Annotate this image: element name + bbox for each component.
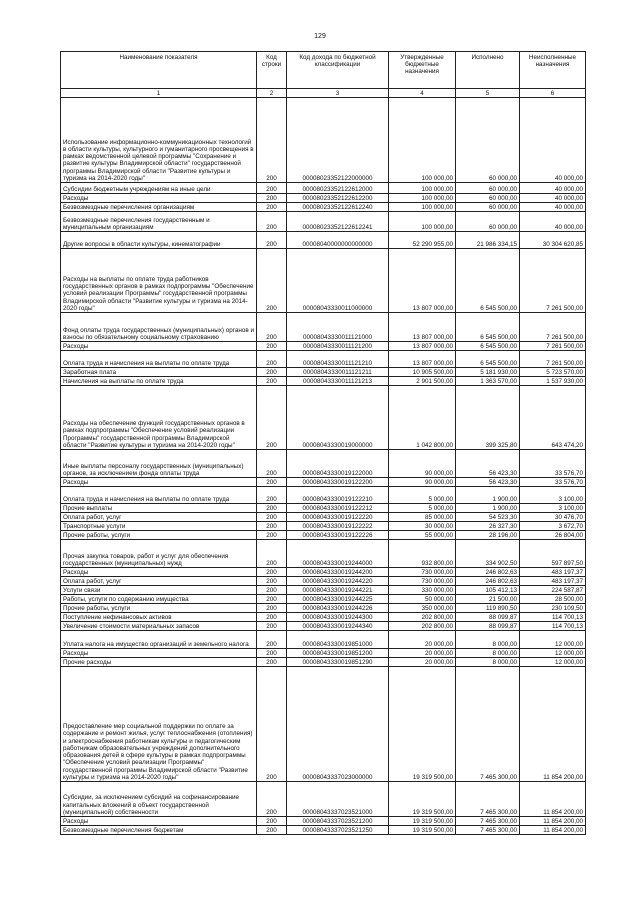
row-line-code: 200 [257,622,287,631]
row-approved: 350 000,00 [389,604,456,613]
row-line-code: 200 [257,540,287,568]
row-name: Использование информационно-коммуникационных технологий в области культуры, культурного и гуманитарного просвещения в рамках ведомственной целевой программы "Сохранение и развитие культуры Владимирской области" государственной программы Владимирской области "Развитие культуры и туризма на 2014-2020 годы" [61,98,257,183]
row-unexecuted: 28 500,00 [520,595,586,604]
row-unexecuted: 33 576,70 [520,478,586,487]
row-executed: 56 423,30 [456,478,520,487]
row-name: Оплата работ, услуг [61,513,257,522]
table-row [61,622,586,631]
row-unexecuted: 12 000,00 [520,631,586,649]
row-executed: 7 465 300,00 [456,667,520,782]
row-line-code: 200 [257,183,287,194]
row-approved: 13 807 000,00 [389,249,456,313]
row-budget-code: 00008043330019244226 [287,604,389,613]
row-approved: 730 000,00 [389,577,456,586]
row-name: Безвозмездные перечисления организациям [61,203,257,212]
row-line-code: 200 [257,487,287,504]
row-line-code: 200 [257,568,287,577]
row-executed: 399 325,80 [456,386,520,450]
row-unexecuted: 30 304 620,85 [520,232,586,249]
row-line-code: 200 [257,368,287,377]
table-row [61,487,586,504]
row-unexecuted: 26 804,00 [520,531,586,540]
row-budget-code: 00008043330019244225 [287,595,389,604]
row-name: Расходы [61,817,257,826]
row-unexecuted: 40 000,00 [520,183,586,194]
row-line-code: 200 [257,386,287,450]
row-name: Безвозмездные перечисления бюджетам [61,826,257,835]
row-approved: 5 000,00 [389,504,456,513]
table-row [61,377,586,386]
row-approved: 100 000,00 [389,203,456,212]
row-line-code: 200 [257,531,287,540]
row-line-code: 200 [257,450,287,478]
row-budget-code: 00008043330011121211 [287,368,389,377]
row-line-code: 200 [257,631,287,649]
table-row [61,595,586,604]
row-name: Иные выплаты персоналу государственных (муниципальных) органов, за исключением фонда оплаты труда [61,450,257,478]
table-row [61,313,586,342]
table-row [61,212,586,232]
row-budget-code: 00008043330019122210 [287,487,389,504]
row-approved: 19 319 500,00 [389,782,456,817]
row-budget-code: 00008043330019122222 [287,522,389,531]
row-line-code: 200 [257,249,287,313]
row-line-code: 200 [257,194,287,203]
row-budget-code: 00008043337023521200 [287,817,389,826]
row-budget-code: 00008043330019000000 [287,386,389,450]
row-budget-code: 00008043330019122226 [287,531,389,540]
row-unexecuted: 40 000,00 [520,194,586,203]
header-approved: Утвержденные бюджетные назначения [389,52,456,89]
table-row [61,826,586,835]
row-approved: 30 000,00 [389,522,456,531]
table-body [61,98,586,835]
row-unexecuted: 11 854 200,00 [520,817,586,826]
row-approved: 330 000,00 [389,586,456,595]
table-row [61,531,586,540]
row-budget-code: 00008043330011121000 [287,313,389,342]
row-name: Начисления на выплаты по оплате труда [61,377,257,386]
row-executed: 60 000,00 [456,194,520,203]
row-approved: 100 000,00 [389,194,456,203]
row-budget-code: 00008043330019244000 [287,540,389,568]
column-number: 3 [287,89,389,98]
table-row [61,631,586,649]
row-unexecuted: 11 854 200,00 [520,826,586,835]
row-name: Оплата труда и начисления на выплаты по оплате труда [61,351,257,368]
row-name: Расходы [61,342,257,351]
row-line-code: 200 [257,504,287,513]
table-row [61,203,586,212]
row-budget-code: 00008043330019244220 [287,577,389,586]
row-budget-code: 00008023352122612200 [287,194,389,203]
row-line-code: 200 [257,513,287,522]
row-name: Уплата налога на имущество организаций и земельного налога [61,631,257,649]
row-executed: 5 181 930,00 [456,368,520,377]
row-budget-code: 00008043330019244340 [287,622,389,631]
row-budget-code: 00008023352122612240 [287,203,389,212]
row-approved: 1 042 800,00 [389,386,456,450]
row-budget-code: 00008043330011121210 [287,351,389,368]
row-unexecuted: 483 197,37 [520,577,586,586]
row-approved: 5 000,00 [389,487,456,504]
row-approved: 100 000,00 [389,183,456,194]
table-row [61,504,586,513]
row-budget-code: 00008040000000000000 [287,232,389,249]
row-name: Заработная плата [61,368,257,377]
row-unexecuted: 114 700,13 [520,622,586,631]
row-approved: 20 000,00 [389,631,456,649]
row-executed: 60 000,00 [456,98,520,183]
row-executed: 21 986 334,15 [456,232,520,249]
row-line-code: 200 [257,667,287,782]
row-unexecuted: 40 000,00 [520,98,586,183]
row-executed: 6 545 500,00 [456,249,520,313]
header-budget-code: Код дохода по бюджетной классификации [287,52,389,89]
row-name: Прочая закупка товаров, работ и услуг для обеспечения государственных (муниципальных) нужд [61,540,257,568]
row-line-code: 200 [257,826,287,835]
row-unexecuted: 224 587,87 [520,586,586,595]
row-name: Оплата труда и начисления на выплаты по оплате труда [61,487,257,504]
row-unexecuted: 1 537 930,00 [520,377,586,386]
table-row [61,194,586,203]
column-number: 4 [389,89,456,98]
row-budget-code: 00008023352122612000 [287,183,389,194]
table-row [61,613,586,622]
row-line-code: 200 [257,577,287,586]
row-unexecuted: 597 897,50 [520,540,586,568]
row-budget-code: 00008043330011121213 [287,377,389,386]
row-unexecuted: 7 261 500,00 [520,351,586,368]
table-row [61,649,586,658]
row-unexecuted: 483 197,37 [520,568,586,577]
row-unexecuted: 12 000,00 [520,649,586,658]
table-row [61,658,586,667]
row-unexecuted: 11 854 200,00 [520,782,586,817]
row-approved: 932 800,00 [389,540,456,568]
row-unexecuted: 3 672,70 [520,522,586,531]
row-line-code: 200 [257,377,287,386]
row-unexecuted: 114 700,13 [520,613,586,622]
row-budget-code: 00008043330019122212 [287,504,389,513]
row-name: Расходы [61,194,257,203]
row-unexecuted: 5 723 570,00 [520,368,586,377]
table-row [61,577,586,586]
row-executed: 334 902,50 [456,540,520,568]
row-budget-code: 00008043330019122200 [287,478,389,487]
row-line-code: 200 [257,658,287,667]
table-row [61,450,586,478]
row-approved: 55 000,00 [389,531,456,540]
row-name: Прочие работы, услуги [61,531,257,540]
row-approved: 90 000,00 [389,478,456,487]
row-unexecuted: 3 100,00 [520,504,586,513]
row-executed: 7 465 300,00 [456,826,520,835]
table-row [61,782,586,817]
row-approved: 90 000,00 [389,450,456,478]
row-unexecuted: 33 576,70 [520,450,586,478]
row-line-code: 200 [257,595,287,604]
row-unexecuted: 7 261 500,00 [520,313,586,342]
row-approved: 202 800,00 [389,622,456,631]
row-name: Прочие выплаты [61,504,257,513]
row-budget-code: 00008043337023000000 [287,667,389,782]
row-executed: 1 900,00 [456,504,520,513]
row-name: Расходы [61,568,257,577]
row-executed: 1 900,00 [456,487,520,504]
row-name: Расходы [61,649,257,658]
row-executed: 26 327,30 [456,522,520,531]
row-name: Увеличение стоимости материальных запасов [61,622,257,631]
budget-execution-table [60,51,586,835]
row-executed: 6 545 500,00 [456,351,520,368]
row-unexecuted: 643 474,20 [520,386,586,450]
row-unexecuted: 11 854 200,00 [520,667,586,782]
row-approved: 52 290 955,00 [389,232,456,249]
row-name: Расходы на выплаты по оплате труда работников государственных органов в рамках подпрограммы "Обеспечение условий реализации Программы" государственной программы Владимирской области "Развитие культуры и туризма на 2014-2020 годы" [61,249,257,313]
column-number-row [61,89,586,98]
table-row [61,817,586,826]
row-name: Оплата работ, услуг [61,577,257,586]
row-line-code: 200 [257,203,287,212]
row-name: Субсидии, за исключением субсидий на софинансирование капитальных вложений в объект государственной (муниципальной) собственности [61,782,257,817]
table-row [61,667,586,782]
row-executed: 119 890,50 [456,604,520,613]
row-name: Прочие работы, услуги [61,604,257,613]
row-executed: 60 000,00 [456,183,520,194]
row-line-code: 200 [257,478,287,487]
row-budget-code: 00008043330019244221 [287,586,389,595]
row-unexecuted: 12 000,00 [520,658,586,667]
row-name: Услуги связи [61,586,257,595]
row-unexecuted: 30 476,70 [520,513,586,522]
column-number: 5 [456,89,520,98]
row-approved: 10 905 500,00 [389,368,456,377]
table-row [61,342,586,351]
row-line-code: 200 [257,782,287,817]
row-name: Расходы на обеспечение функций государственных органов в рамках подпрограммы "Обеспечение условий реализации Программы" государственной программы Владимирской области "Развитие культуры и туризма на 2014-2020 годы" [61,386,257,450]
table-row [61,98,586,183]
row-approved: 730 000,00 [389,568,456,577]
row-unexecuted: 3 100,00 [520,487,586,504]
row-executed: 56 423,30 [456,450,520,478]
row-executed: 8 000,00 [456,631,520,649]
row-budget-code: 00008043337023521000 [287,782,389,817]
row-approved: 2 901 500,00 [389,377,456,386]
row-budget-code: 00008043330011121200 [287,342,389,351]
page-number: 129 [314,33,326,40]
header-name: Наименование показателя [61,52,257,89]
row-line-code: 200 [257,232,287,249]
row-name: Транспортные услуги [61,522,257,531]
table-row [61,586,586,595]
row-name: Поступление нефинансовых активов [61,613,257,622]
row-unexecuted: 40 000,00 [520,203,586,212]
row-approved: 20 000,00 [389,649,456,658]
row-name: Прочие расходы [61,658,257,667]
row-executed: 6 545 500,00 [456,342,520,351]
row-approved: 19 319 500,00 [389,826,456,835]
row-budget-code: 00008043330019122220 [287,513,389,522]
row-approved: 100 000,00 [389,98,456,183]
row-line-code: 200 [257,613,287,622]
table-row [61,568,586,577]
row-executed: 88 099,87 [456,622,520,631]
row-executed: 246 802,63 [456,577,520,586]
row-name: Субсидии бюджетным учреждениям на иные цели [61,183,257,194]
table-row [61,232,586,249]
row-line-code: 200 [257,351,287,368]
row-executed: 246 802,63 [456,568,520,577]
row-name: Расходы [61,478,257,487]
table-row [61,513,586,522]
row-approved: 13 807 000,00 [389,313,456,342]
row-approved: 13 807 000,00 [389,342,456,351]
row-budget-code: 00008043330019851000 [287,631,389,649]
table-row [61,183,586,194]
table-row [61,249,586,313]
row-budget-code: 00008043330019851290 [287,658,389,667]
header-row [61,52,586,89]
row-executed: 88 099,87 [456,613,520,622]
row-line-code: 200 [257,586,287,595]
row-budget-code: 00008043330019851200 [287,649,389,658]
row-name: Другие вопросы в области культуры, кинематографии [61,232,257,249]
row-executed: 7 465 300,00 [456,817,520,826]
row-approved: 19 319 500,00 [389,817,456,826]
table-row [61,368,586,377]
row-budget-code: 00008043330019244200 [287,568,389,577]
row-approved: 50 000,00 [389,595,456,604]
row-executed: 28 196,00 [456,531,520,540]
row-line-code: 200 [257,604,287,613]
row-line-code: 200 [257,212,287,232]
column-number: 1 [61,89,257,98]
row-approved: 85 000,00 [389,513,456,522]
row-approved: 100 000,00 [389,212,456,232]
table-row [61,478,586,487]
column-number: 6 [520,89,586,98]
row-budget-code: 00008023352122000000 [287,98,389,183]
row-budget-code: 00008023352122612241 [287,212,389,232]
row-budget-code: 00008043337023521250 [287,826,389,835]
row-line-code: 200 [257,522,287,531]
row-approved: 13 807 000,00 [389,351,456,368]
row-line-code: 200 [257,817,287,826]
row-executed: 54 523,30 [456,513,520,522]
header-executed: Исполнено [456,52,520,89]
row-approved: 202 800,00 [389,613,456,622]
row-executed: 6 545 500,00 [456,313,520,342]
row-name: Работы, услуги по содержанию имущества [61,595,257,604]
row-approved: 20 000,00 [389,658,456,667]
row-budget-code: 00008043330011000000 [287,249,389,313]
table-row [61,540,586,568]
header-line-code: Код строки [257,52,287,89]
row-executed: 60 000,00 [456,212,520,232]
table-row [61,351,586,368]
row-unexecuted: 7 261 500,00 [520,342,586,351]
row-unexecuted: 7 261 500,00 [520,249,586,313]
row-executed: 21 500,00 [456,595,520,604]
row-executed: 8 000,00 [456,658,520,667]
table-row [61,604,586,613]
row-line-code: 200 [257,342,287,351]
row-name: Фонд оплаты труда государственных (муниципальных) органов и взносы по обязательному социальному страхованию [61,313,257,342]
row-line-code: 200 [257,649,287,658]
row-name: Предоставление мер социальной поддержки по оплате за содержание и ремонт жилья, услуг теплоснабжения (отопления) и электроснабжения работникам культуры и педагогическим работникам образовательных учреждений дополнительного образования детей в сфере культуры в рамках подпрограммы "Обеспечение условий реализации Программы" государственной программы Владимирской области "Развитие культуры и туризма на 2014-2020 годы" [61,667,257,782]
row-unexecuted: 40 000,00 [520,212,586,232]
row-executed: 60 000,00 [456,203,520,212]
row-executed: 8 000,00 [456,649,520,658]
row-unexecuted: 230 109,50 [520,604,586,613]
row-executed: 7 465 300,00 [456,782,520,817]
row-executed: 105 412,13 [456,586,520,595]
row-executed: 1 363 570,00 [456,377,520,386]
row-name: Безвозмездные перечисления государственным и муниципальным организациям [61,212,257,232]
row-budget-code: 00008043330019244300 [287,613,389,622]
row-approved: 19 319 500,00 [389,667,456,782]
table-row [61,522,586,531]
header-unexecuted: Неисполненные назначения [520,52,586,89]
column-number: 2 [257,89,287,98]
row-budget-code: 00008043330019122000 [287,450,389,478]
table-row [61,386,586,450]
row-line-code: 200 [257,98,287,183]
row-line-code: 200 [257,313,287,342]
